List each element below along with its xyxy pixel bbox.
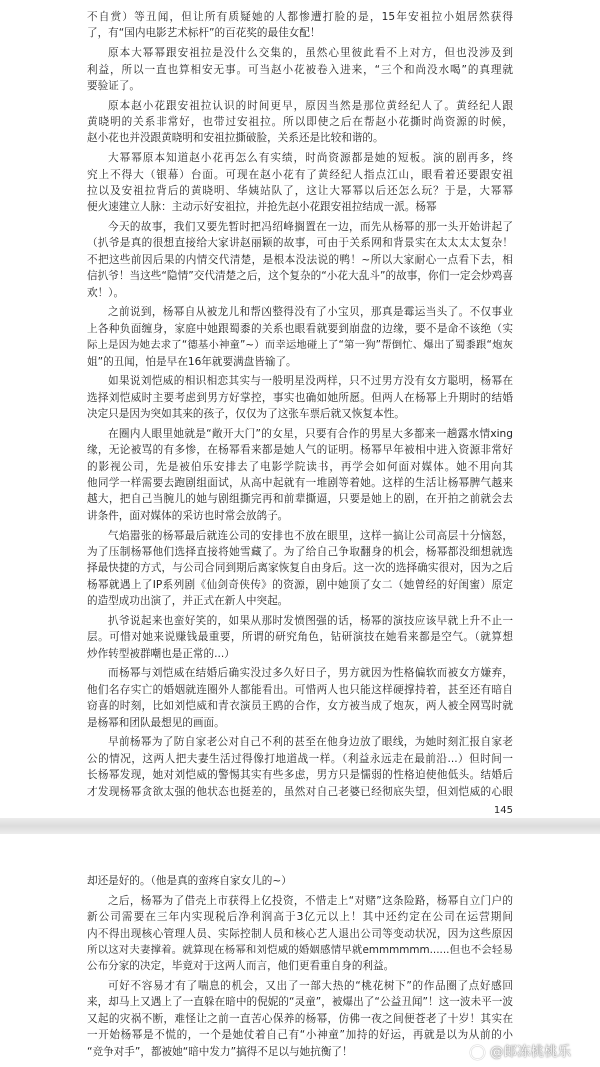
text-line: 讲条件，面对媒体的采访也时常会放鸽子。 [87,509,289,522]
text-line: 杨幂就遇上了IP系列剧《仙剑奇侠传》的资源，剧中她顶了女二（她曾经的好闺蜜）原定 [87,578,513,591]
document-page [0,834,600,1067]
text-line: 越大，把自己当腕儿的她与剧组撕完再和前辈撕逼，只要是她上的剧，在开拍之前就会去 [87,493,513,506]
watermark [470,1043,571,1061]
text-line: 原本赵小花跟安祖拉认识的时间更早，原因当然是那位黄经纪人了。黄经纪人跟 [108,99,513,112]
text-line: 的影视公司，先是被伯乐安排去了电影学院读书，再学会如何面对媒体。她不用向其 [87,460,513,473]
text-line: 扒爷说起来也蛮好笑的，如果从那时发愤图强的话，杨幂的演技应该早就上升不止一 [108,614,513,627]
text-line: 公布分家的决定，毕竟对于这两人而言，他们更看重自身的利益。 [87,960,395,973]
text-line: 今天的故事，我们又要先暂时把冯绍峰搁置在一边，而先从杨幂的那一头开始讲起了 [108,221,513,234]
watermark-text: @郎冻桃桃乐 [490,1044,571,1060]
text-line: 选择刘恺威时主要考虑到男方好掌控，事实也确如她所愿。但两人在杨幂上升期时的结婚 [87,391,513,404]
text-line: “竞争对手”，都被她“暗中发力”搞得不足以与她抗衡了！ [87,1045,353,1058]
text-line: 要验证了。 [87,79,140,92]
text-line: 一开始杨幂是不慌的，一个是她仗着自己有“小神童”加持的好运，再就是以为从前的小 [87,1029,513,1042]
text-line: 拉以及安祖拉背后的黄晓明、华姨站队了，这让大幂幂以后还怎么玩？于是，大幂幂 [87,184,513,197]
text-line: 所以这对夫妻撑着。就算现在杨幂和刘恺威的婚姻感情早就emmmmmm......但也不会轻易 [87,943,513,956]
paragraph [87,893,513,975]
text-line: 姐”的丑闻，怕是早在16年就要满盘皆输了。 [87,355,297,368]
page-body [87,9,513,800]
text-line: 信扒爷！当这些“隐情”交代清楚之后，这个复杂的“小花大乱斗”的故事，你们一定会炒鸡喜 [87,270,513,283]
text-line: 长杨幂发现，她对刘恺威的警惕其实有些多虑，男方只是懦弱的性格迫使他低头。结婚后 [87,769,513,782]
text-line: 窃喜的时刻，比如刘恺威和青衣演员王鸥的合作，女方被当成了炮灰，两人被全网骂时就 [87,700,513,713]
text-line: 又起的灾祸不断，难怪让之前一直苦心保养的杨幂，仿佛一夜之间便苍老了十岁！其实在 [87,1012,513,1025]
text-line: 欢！）。 [87,286,125,299]
text-line: 公的情况，这两人把夫妻生活过得像打地道战一样。（利益永远走在最前沿...）但时间一 [87,752,513,765]
text-line: 的造型成功出演了，并正式在新人中突起。 [87,595,289,608]
paragraph [87,873,513,889]
text-line: 缘，无论被骂的有多惨，在杨幂看来都是她人气的证明。杨幂早年被相中进入资源非常好 [87,444,513,457]
text-line: 大幂幂原本知道赵小花再怎么有实绩，时尚资源都是她的短板。演的剧再多，终 [108,152,513,165]
text-line: 在圈内人眼里她就是“敞开大门”的女星，只要有合作的男星大多都来一趟露水情xing [108,427,513,440]
text-line: 究上不得大（银幕）台面。可现在赵小花有了黄经纪人指点江山，眼看着还要跟安祖 [87,168,513,181]
text-line: 他同学一样需要去跑剧组面试，从高中起就有一堆剧等着她。这样的生活让杨幂脾气越来 [87,477,513,490]
text-line: 来，却马上又遇上了一直躲在暗中的倪妮的“灵童”，被爆出了“公益丑闻”！这一波未平一波 [87,996,513,1009]
paragraph [87,528,513,610]
text-line: 了，有“国内电影艺术标杆”的百花奖的最佳女配！ [87,27,321,40]
text-line: 层。可惜对她来说赚钱最重要，所谓的研究角色，钻研演技在她看来都是空气。（就算想 [87,631,513,644]
paragraph [87,219,513,301]
text-line: 之后，杨幂为了借壳上市获得上亿投资，不惜走上“对赌”这条险路，杨幂自立门户的 [108,894,513,907]
text-line: 不自赏）等丑闻，但让所有质疑她的人都惨遭打脸的是，15年安祖拉小姐居然获得 [87,11,513,23]
text-line: 却还是好的。（他是真的蛮疼自家女儿的~） [87,875,292,887]
text-line: 黄晓明的关系非常好，也带过安祖拉。所以即使之后在帮赵小花撕时尚资源的时候， [87,116,513,129]
text-line: 早前杨幂为了防自家老公对自己不利的甚至在他身边放了眼线，为她时刻汇报自家老 [108,736,513,749]
text-line: 际上是因为她去求了“德基小神童”~）而幸运地碰上了“第一狗”帮倒忙、爆出了蜀黍跟“炮灰 [87,339,513,352]
watermark-logo-icon [470,1045,485,1060]
paragraph [87,45,513,94]
text-line: 新公司需要在三年内实现税后净利润高于3亿元以上！其中还约定在公司在运营期间 [87,911,513,924]
text-line: 不把这些前因后果的内情交代清楚，是根本没法说的鸭！~所以大家耐心一点看下去，相 [87,253,513,266]
page-separator [0,818,600,834]
text-line: 如果说刘恺威的相识相恋其实与一般明星没两样，只不过男方没有女方聪明，杨幂在 [108,375,513,388]
text-line: 才发现杨幂贪欲太强的他状态也挺差的，虽然对自己老婆已经彻底失望，但刘恺威的心眼 [87,785,513,798]
text-line: 炒作转型被群嘲也是正常的...） [87,647,235,660]
text-line: 是杨幂和团队最想见的画面。 [87,716,225,729]
text-line: 之前说到，杨幂自从被龙儿和帮凶整得没有了小宝贝，那真是霉运当头了。不仅事业 [108,306,513,319]
paragraph [87,978,513,1060]
text-line: 利益，所以一直也算相安无事。可当赵小花被卷入进来，“三个和尚没水喝”的真理就 [87,63,513,76]
page-number: 145 [493,805,513,816]
paragraph [87,734,513,800]
text-line: （扒爷是真的很想直接给大家讲赵丽颖的故事，可由于关系网和背景实在太太太太复杂！ [87,237,513,250]
text-line: 便火速建立人脉：主动示好安祖拉，并抢先赵小花跟安祖拉结成一派。杨幂 [87,201,437,214]
text-line: 他们名存实亡的婚姻就连圈外人都能看出。可惜两人也只能这样硬撑持着，甚至还有暗自 [87,683,513,696]
paragraph [87,98,513,147]
paragraph [87,665,513,731]
paragraph [87,9,513,42]
text-line: 内不得出现核心管理人员、实际控制人员和核心艺人退出公司等变动状况，因为这些原因 [87,927,513,940]
paragraph [87,150,513,216]
paragraph [87,373,513,422]
text-line: 可好不容易才有了喘息的机会，又出了一部大热的“桃花树下”的作品圈了点好感回 [108,980,513,993]
text-line: 决定只是因为突如其来的孩子，仅仅为了这张车票后就又恢复本性。 [87,408,405,421]
page-body [87,873,513,1060]
paragraph [87,613,513,662]
paragraph [87,304,513,370]
text-line: 而杨幂与刘恺威在结婚后确实没过多久好日子，男方就因为性格偏软而被女方嫌弃， [108,667,513,680]
text-line: 为了压制杨幂他们选择直接将她雪藏了。为了给自己争取翻身的机会，杨幂都没细想就选 [87,545,513,558]
text-line: 气焰嚣张的杨幂最后就连公司的安排也不放在眼里，这样一搞让公司高层十分恼怒， [108,529,513,542]
text-line: 上各种负面缠身，家庭中她跟蜀黍的关系也眼看就要到崩盘的边缘，要不是命不该绝（实 [87,322,513,335]
paragraph [87,426,513,524]
text-line: 择最快捷的方式，与公司合同到期后离家恢复自由身后。这一次的选择确实很对，因为之后 [87,562,513,575]
text-line: 原本大幂幂跟安祖拉是没什么交集的，虽然心里彼此看不上对方，但也没涉及到 [108,47,513,60]
text-line: 赵小花也并没跟黄晓明和安祖拉撕破脸，关系还是比较和谐的。 [87,132,384,145]
